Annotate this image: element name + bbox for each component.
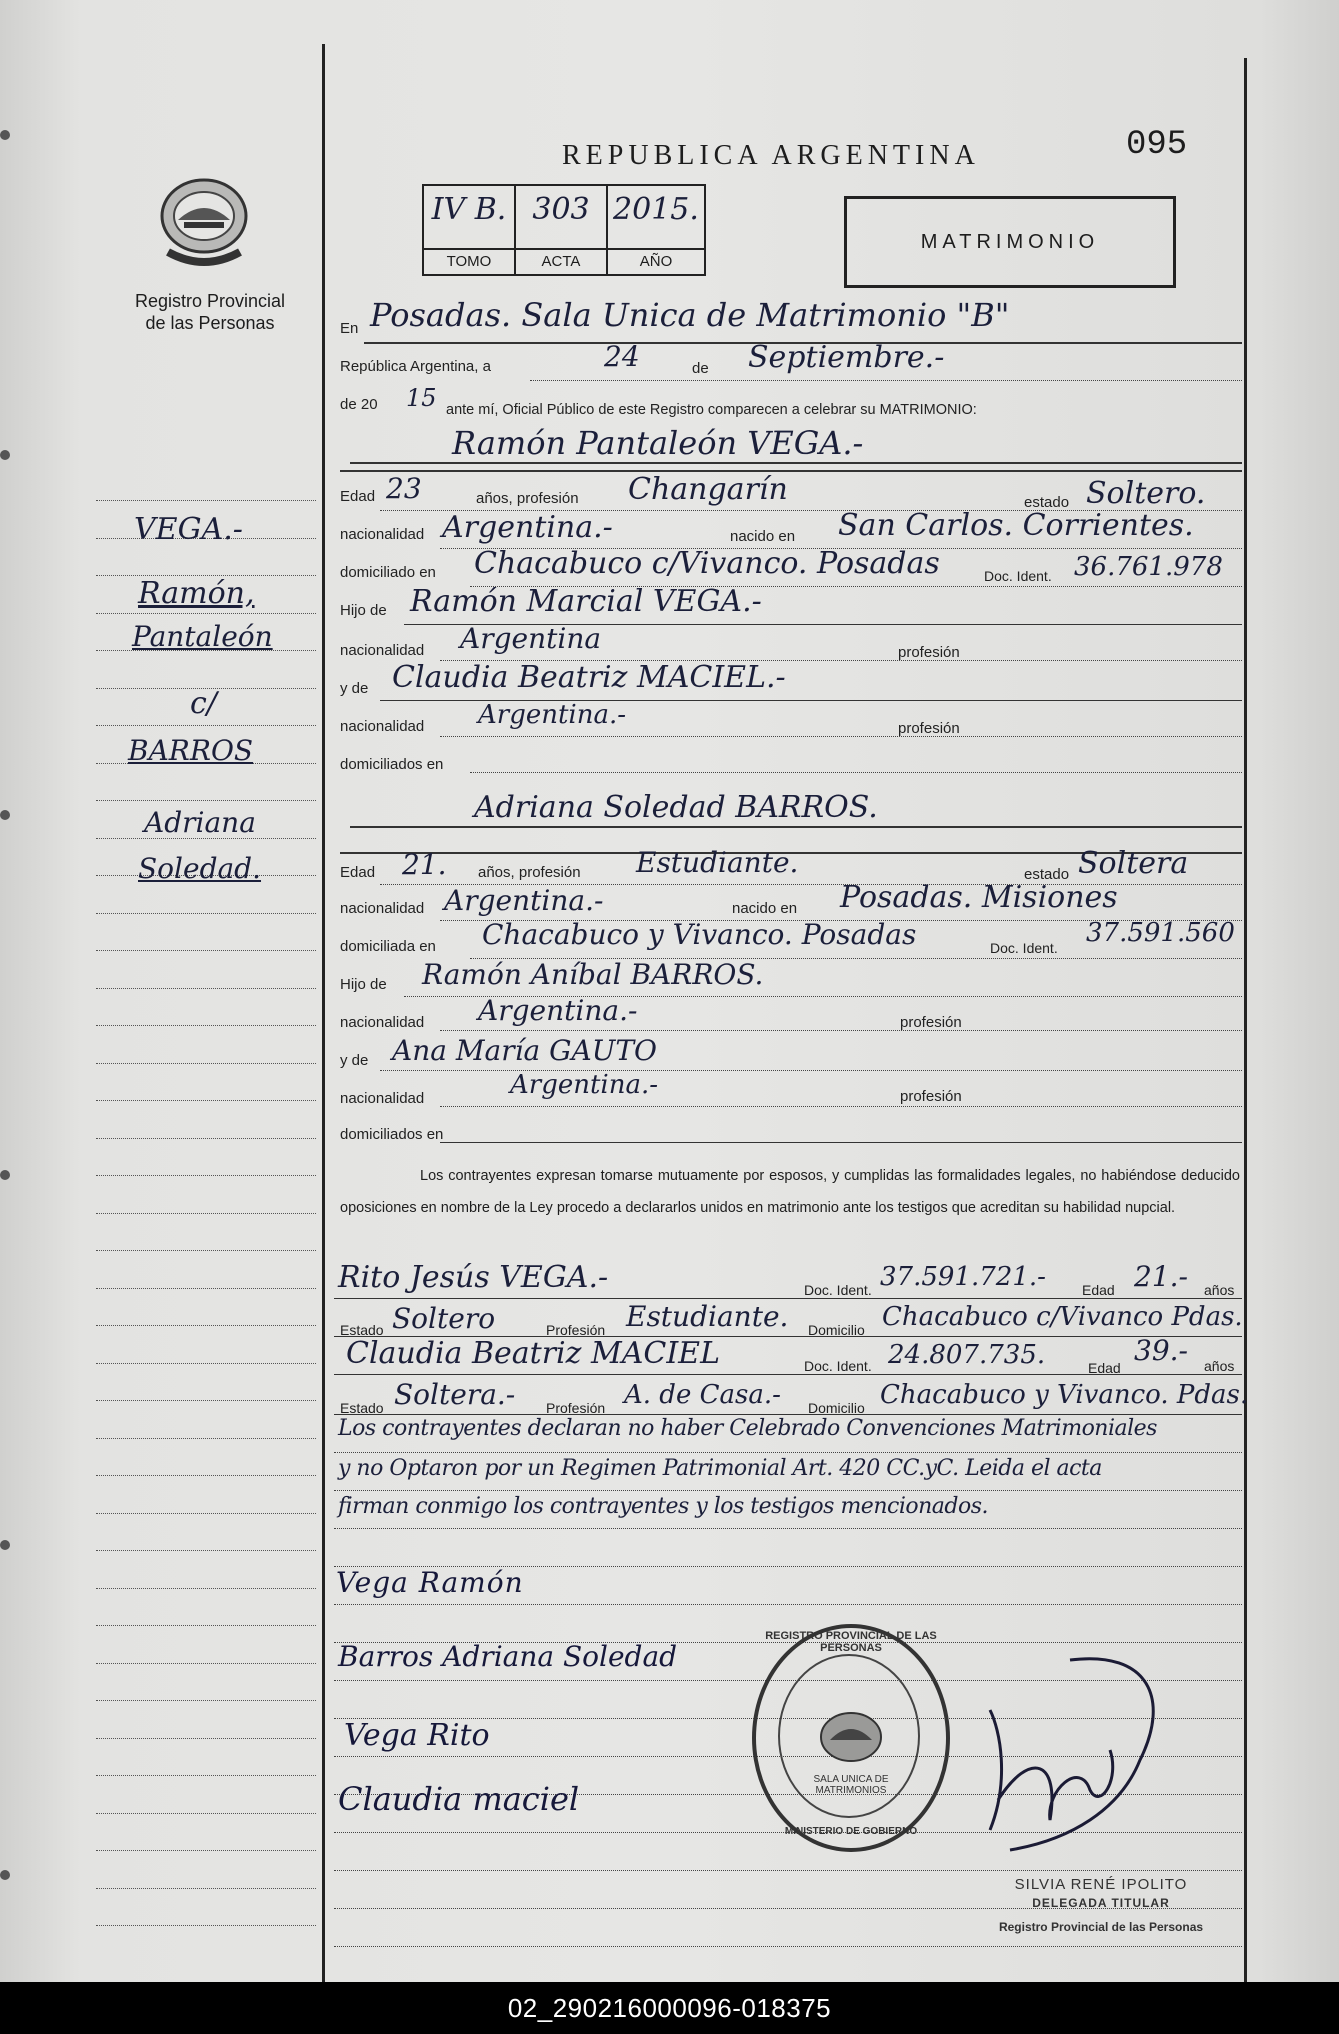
declaration-text: Los contrayentes expresan tomarse mutuamente por esposos, y cumplidas las formalidades legales, no habiéndose deducido oposiciones en nombre de la Ley procedo a declararlos unidos en matrimonio ante los testigos que acreditan su habilidad nupcial. <box>340 1168 1240 1216</box>
margin-rule <box>96 1325 316 1326</box>
note-line: Los contrayentes declaran no haber Celebrado Convenciones Matrimoniales <box>338 1416 1157 1441</box>
nacionalidad-label: nacionalidad <box>340 642 425 659</box>
margin-rule <box>96 1400 316 1401</box>
binding-hole <box>0 1540 10 1550</box>
anos-label: años, profesión <box>478 864 581 881</box>
anos-label: años <box>1204 1282 1235 1298</box>
day-value: 24 <box>604 340 640 373</box>
margin-rule <box>96 1888 316 1889</box>
rule <box>530 380 1242 381</box>
groom-age: 23 <box>386 472 422 505</box>
witness1-age: 21.- <box>1134 1260 1188 1293</box>
margin-rule <box>96 988 316 989</box>
margin-rule <box>96 1700 316 1701</box>
document-type-box: MATRIMONIO <box>844 196 1176 288</box>
nacido-label: nacido en <box>732 900 798 917</box>
margin-rule <box>96 1663 316 1664</box>
margin-name: Ramón, <box>138 576 255 611</box>
groom-nationality: Argentina.- <box>442 510 613 545</box>
bride-nationality: Argentina.- <box>444 884 604 917</box>
groom-name: Ramón Pantaleón VEGA.- <box>452 424 864 462</box>
republica-label: República Argentina, a <box>340 358 491 375</box>
margin-rule <box>96 800 316 801</box>
note-line: y no Optaron por un Regimen Patrimonial Art. 420 CC.yC. Leida el acta <box>338 1456 1102 1481</box>
seal-crest-icon <box>818 1710 884 1764</box>
groom-mother-nationality: Argentina.- <box>478 700 627 730</box>
footer-code: 02_290216000096-018375 <box>0 1982 1339 2034</box>
groom-address: Chacabuco c/Vivanco. Posadas <box>474 546 940 581</box>
hijo-label: Hijo de <box>340 976 387 993</box>
formula-text: ante mí, Oficial Público de este Registro comparecen a celebrar su MATRIMONIO: <box>446 402 977 418</box>
year-value: 15 <box>406 384 437 412</box>
tomo-value: IV B. <box>431 192 507 227</box>
margin-rule <box>96 1475 316 1476</box>
officer-name: SILVIA RENÉ IPOLITO <box>1014 1876 1188 1893</box>
margin-name: VEGA.- <box>134 512 243 547</box>
anos-label: años, profesión <box>476 490 579 507</box>
tomo-acta-anio-box <box>422 184 706 276</box>
rule <box>350 462 1242 464</box>
bride-age: 21. <box>402 848 447 881</box>
margin-rule <box>96 1588 316 1589</box>
rule <box>334 1298 1242 1299</box>
doc-label: Doc. Ident. <box>804 1282 872 1298</box>
margin-name: BARROS <box>128 734 254 767</box>
profesion-label: profesión <box>900 1014 962 1031</box>
margin-rule <box>96 1513 316 1514</box>
binding-hole <box>0 1170 10 1180</box>
tomo-label: TOMO <box>424 248 514 274</box>
binding-hole <box>0 810 10 820</box>
profesion-label: Profesión <box>546 1400 606 1416</box>
margin-rule <box>96 1250 316 1251</box>
seal-bottom-text: MINISTERIO DE GOBIERNO <box>784 1826 918 1837</box>
nacionalidad-label: nacionalidad <box>340 1014 425 1031</box>
margin-rule <box>96 950 316 951</box>
registry-line1: Registro Provincial <box>134 291 286 311</box>
month-value: Septiembre.- <box>748 340 945 375</box>
rule <box>470 772 1242 773</box>
groom-profession: Changarín <box>628 472 788 507</box>
en-label: En <box>340 320 359 337</box>
ruled-line <box>334 1946 1242 1947</box>
signature-groom: Vega Ramón <box>336 1566 524 1599</box>
groom-doc: 36.761.978 <box>1074 552 1223 582</box>
margin-rule <box>96 613 316 614</box>
rule <box>440 736 1242 737</box>
anos-label: años <box>1204 1358 1235 1374</box>
groom-father: Ramón Marcial VEGA.- <box>410 584 762 619</box>
witness2-profession: A. de Casa.- <box>624 1380 781 1410</box>
margin-rule <box>96 1925 316 1926</box>
anio-label: AÑO <box>608 248 704 274</box>
yde-label: y de <box>340 1052 369 1069</box>
margin-name: c/ <box>190 686 217 721</box>
seal-outer-text: REGISTRO PROVINCIAL DE LAS PERSONAS <box>765 1630 937 1654</box>
anio-cell <box>608 186 704 274</box>
margin-rule <box>96 1738 316 1739</box>
doc-label: Doc. Ident. <box>990 940 1058 956</box>
margin-rule <box>96 1438 316 1439</box>
registry-name <box>110 290 310 334</box>
margin-rule <box>96 1550 316 1551</box>
domicilio-label: Domicilio <box>808 1400 865 1416</box>
nacionalidad-label: nacionalidad <box>340 718 425 735</box>
witness2-estado: Soltera.- <box>394 1378 516 1411</box>
witness2-address: Chacabuco y Vivanco. Pdas. <box>880 1380 1249 1410</box>
ruled-line <box>334 1452 1242 1453</box>
nacionalidad-label: nacionalidad <box>340 526 425 543</box>
doc-label: Doc. Ident. <box>804 1358 872 1374</box>
witness1-address: Chacabuco c/Vivanco Pdas. <box>882 1302 1243 1332</box>
margin-name: Soledad. <box>138 852 262 885</box>
rule <box>440 1106 1242 1107</box>
ruled-line <box>334 1870 1242 1871</box>
country-title: REPUBLICA ARGENTINA <box>562 140 980 171</box>
margin-rule <box>96 1775 316 1776</box>
signature-witness2: Claudia maciel <box>338 1780 580 1818</box>
witness1-profession: Estudiante. <box>626 1300 789 1333</box>
seal-inner-text: SALA UNICA DE MATRIMONIOS <box>813 1774 889 1796</box>
domiciliado-label: domiciliado en <box>340 564 436 581</box>
domiciliados-label: domiciliados en <box>340 1126 444 1143</box>
ruled-line <box>334 1604 1242 1605</box>
margin-rule <box>96 1063 316 1064</box>
witness2-age: 39.- <box>1134 1334 1188 1367</box>
doc-label: Doc. Ident. <box>984 568 1052 584</box>
margin-rule <box>96 1813 316 1814</box>
acta-value: 303 <box>532 192 590 227</box>
official-seal <box>752 1624 950 1852</box>
bride-estado: Soltera <box>1078 846 1189 881</box>
yde-label: y de <box>340 680 369 697</box>
margin-rule <box>96 725 316 726</box>
nacionalidad-label: nacionalidad <box>340 1090 425 1107</box>
place-value: Posadas. Sala Unica de Matrimonio "B" <box>370 296 1010 334</box>
estado-label: estado <box>1024 494 1070 511</box>
rule <box>334 1414 1242 1415</box>
margin-rule <box>96 500 316 501</box>
nacido-label: nacido en <box>730 528 796 545</box>
margin-rule <box>96 913 316 914</box>
margin-rule <box>96 1025 316 1026</box>
tomo-cell <box>424 186 516 274</box>
edad-label: Edad <box>340 864 376 881</box>
estado-label: Estado <box>340 1322 384 1338</box>
edad-label: Edad <box>1082 1282 1115 1298</box>
rule <box>440 1030 1242 1031</box>
ruled-line <box>334 1490 1242 1491</box>
page-number: 095 <box>1126 126 1188 164</box>
bride-birthplace: Posadas. Misiones <box>840 880 1118 915</box>
margin-rule <box>96 1363 316 1364</box>
anio-value: 2015. <box>613 192 699 227</box>
bride-doc: 37.591.560 <box>1086 918 1235 948</box>
acta-label: ACTA <box>516 248 606 274</box>
bride-mother: Ana María GAUTO <box>392 1034 657 1067</box>
witness1-doc: 37.591.721.- <box>880 1262 1046 1292</box>
acta-cell <box>516 186 608 274</box>
officer-title: DELEGADA TITULAR <box>1032 1896 1170 1910</box>
profesion-label: profesión <box>898 644 960 661</box>
signature-bride: Barros Adriana Soledad <box>338 1640 678 1673</box>
estado-label: estado <box>1024 866 1070 883</box>
misiones-crest-icon <box>158 176 250 276</box>
edad-label: Edad <box>340 488 376 505</box>
margin-name: Pantaleón <box>132 620 273 653</box>
rule <box>334 1374 1242 1375</box>
right-border-line <box>1244 58 1247 1982</box>
domiciliado-label: domiciliada en <box>340 938 436 955</box>
signature-witness1: Vega Rito <box>344 1718 490 1753</box>
edad-label: Edad <box>1088 1360 1121 1376</box>
binding-hole <box>0 450 10 460</box>
groom-father-nationality: Argentina <box>460 622 602 655</box>
margin-rule <box>96 1288 316 1289</box>
binding-hole <box>0 130 10 140</box>
estado-label: Estado <box>340 1400 384 1416</box>
rule <box>440 1142 1242 1143</box>
witness2-doc: 24.807.735. <box>888 1340 1046 1370</box>
groom-estado: Soltero. <box>1086 476 1206 511</box>
left-border-line <box>322 44 325 1982</box>
bride-mother-nationality: Argentina.- <box>510 1070 659 1100</box>
profesion-label: profesión <box>898 720 960 737</box>
bride-father-nationality: Argentina.- <box>478 994 638 1027</box>
bride-name: Adriana Soledad BARROS. <box>474 790 878 825</box>
domiciliados-label: domiciliados en <box>340 756 444 773</box>
de-label: de <box>692 360 709 377</box>
margin-rule <box>96 1213 316 1214</box>
margin-rule <box>96 1625 316 1626</box>
officer-org: Registro Provincial de las Personas <box>998 1920 1204 1934</box>
rule <box>350 826 1242 828</box>
rule <box>340 470 1242 472</box>
bride-father: Ramón Aníbal BARROS. <box>422 958 764 991</box>
nacionalidad-label: nacionalidad <box>340 900 425 917</box>
note-line: firman conmigo los contrayentes y los testigos mencionados. <box>338 1494 988 1519</box>
registry-line2: de las Personas <box>145 313 275 333</box>
profesion-label: profesión <box>900 1088 962 1105</box>
witness1-name: Rito Jesús VEGA.- <box>338 1260 609 1295</box>
groom-birthplace: San Carlos. Corrientes. <box>838 508 1194 543</box>
binding-hole <box>0 1870 10 1880</box>
margin-rule <box>96 1100 316 1101</box>
margin-rule <box>96 1175 316 1176</box>
hijo-label: Hijo de <box>340 602 387 619</box>
bride-address: Chacabuco y Vivanco. Posadas <box>482 918 917 951</box>
margin-rule <box>96 1850 316 1851</box>
profesion-label: Profesión <box>546 1322 606 1338</box>
officer-signature-scribble <box>950 1640 1180 1870</box>
year-label: de 20 <box>340 396 378 413</box>
domicilio-label: Domicilio <box>808 1322 865 1338</box>
bride-profession: Estudiante. <box>636 846 799 879</box>
witness1-estado: Soltero <box>392 1302 496 1335</box>
witness2-name: Claudia Beatriz MACIEL <box>346 1336 721 1371</box>
ruled-line <box>334 1528 1242 1529</box>
margin-name: Adriana <box>144 806 256 839</box>
margin-rule <box>96 1138 316 1139</box>
groom-mother: Claudia Beatriz MACIEL.- <box>392 660 786 695</box>
